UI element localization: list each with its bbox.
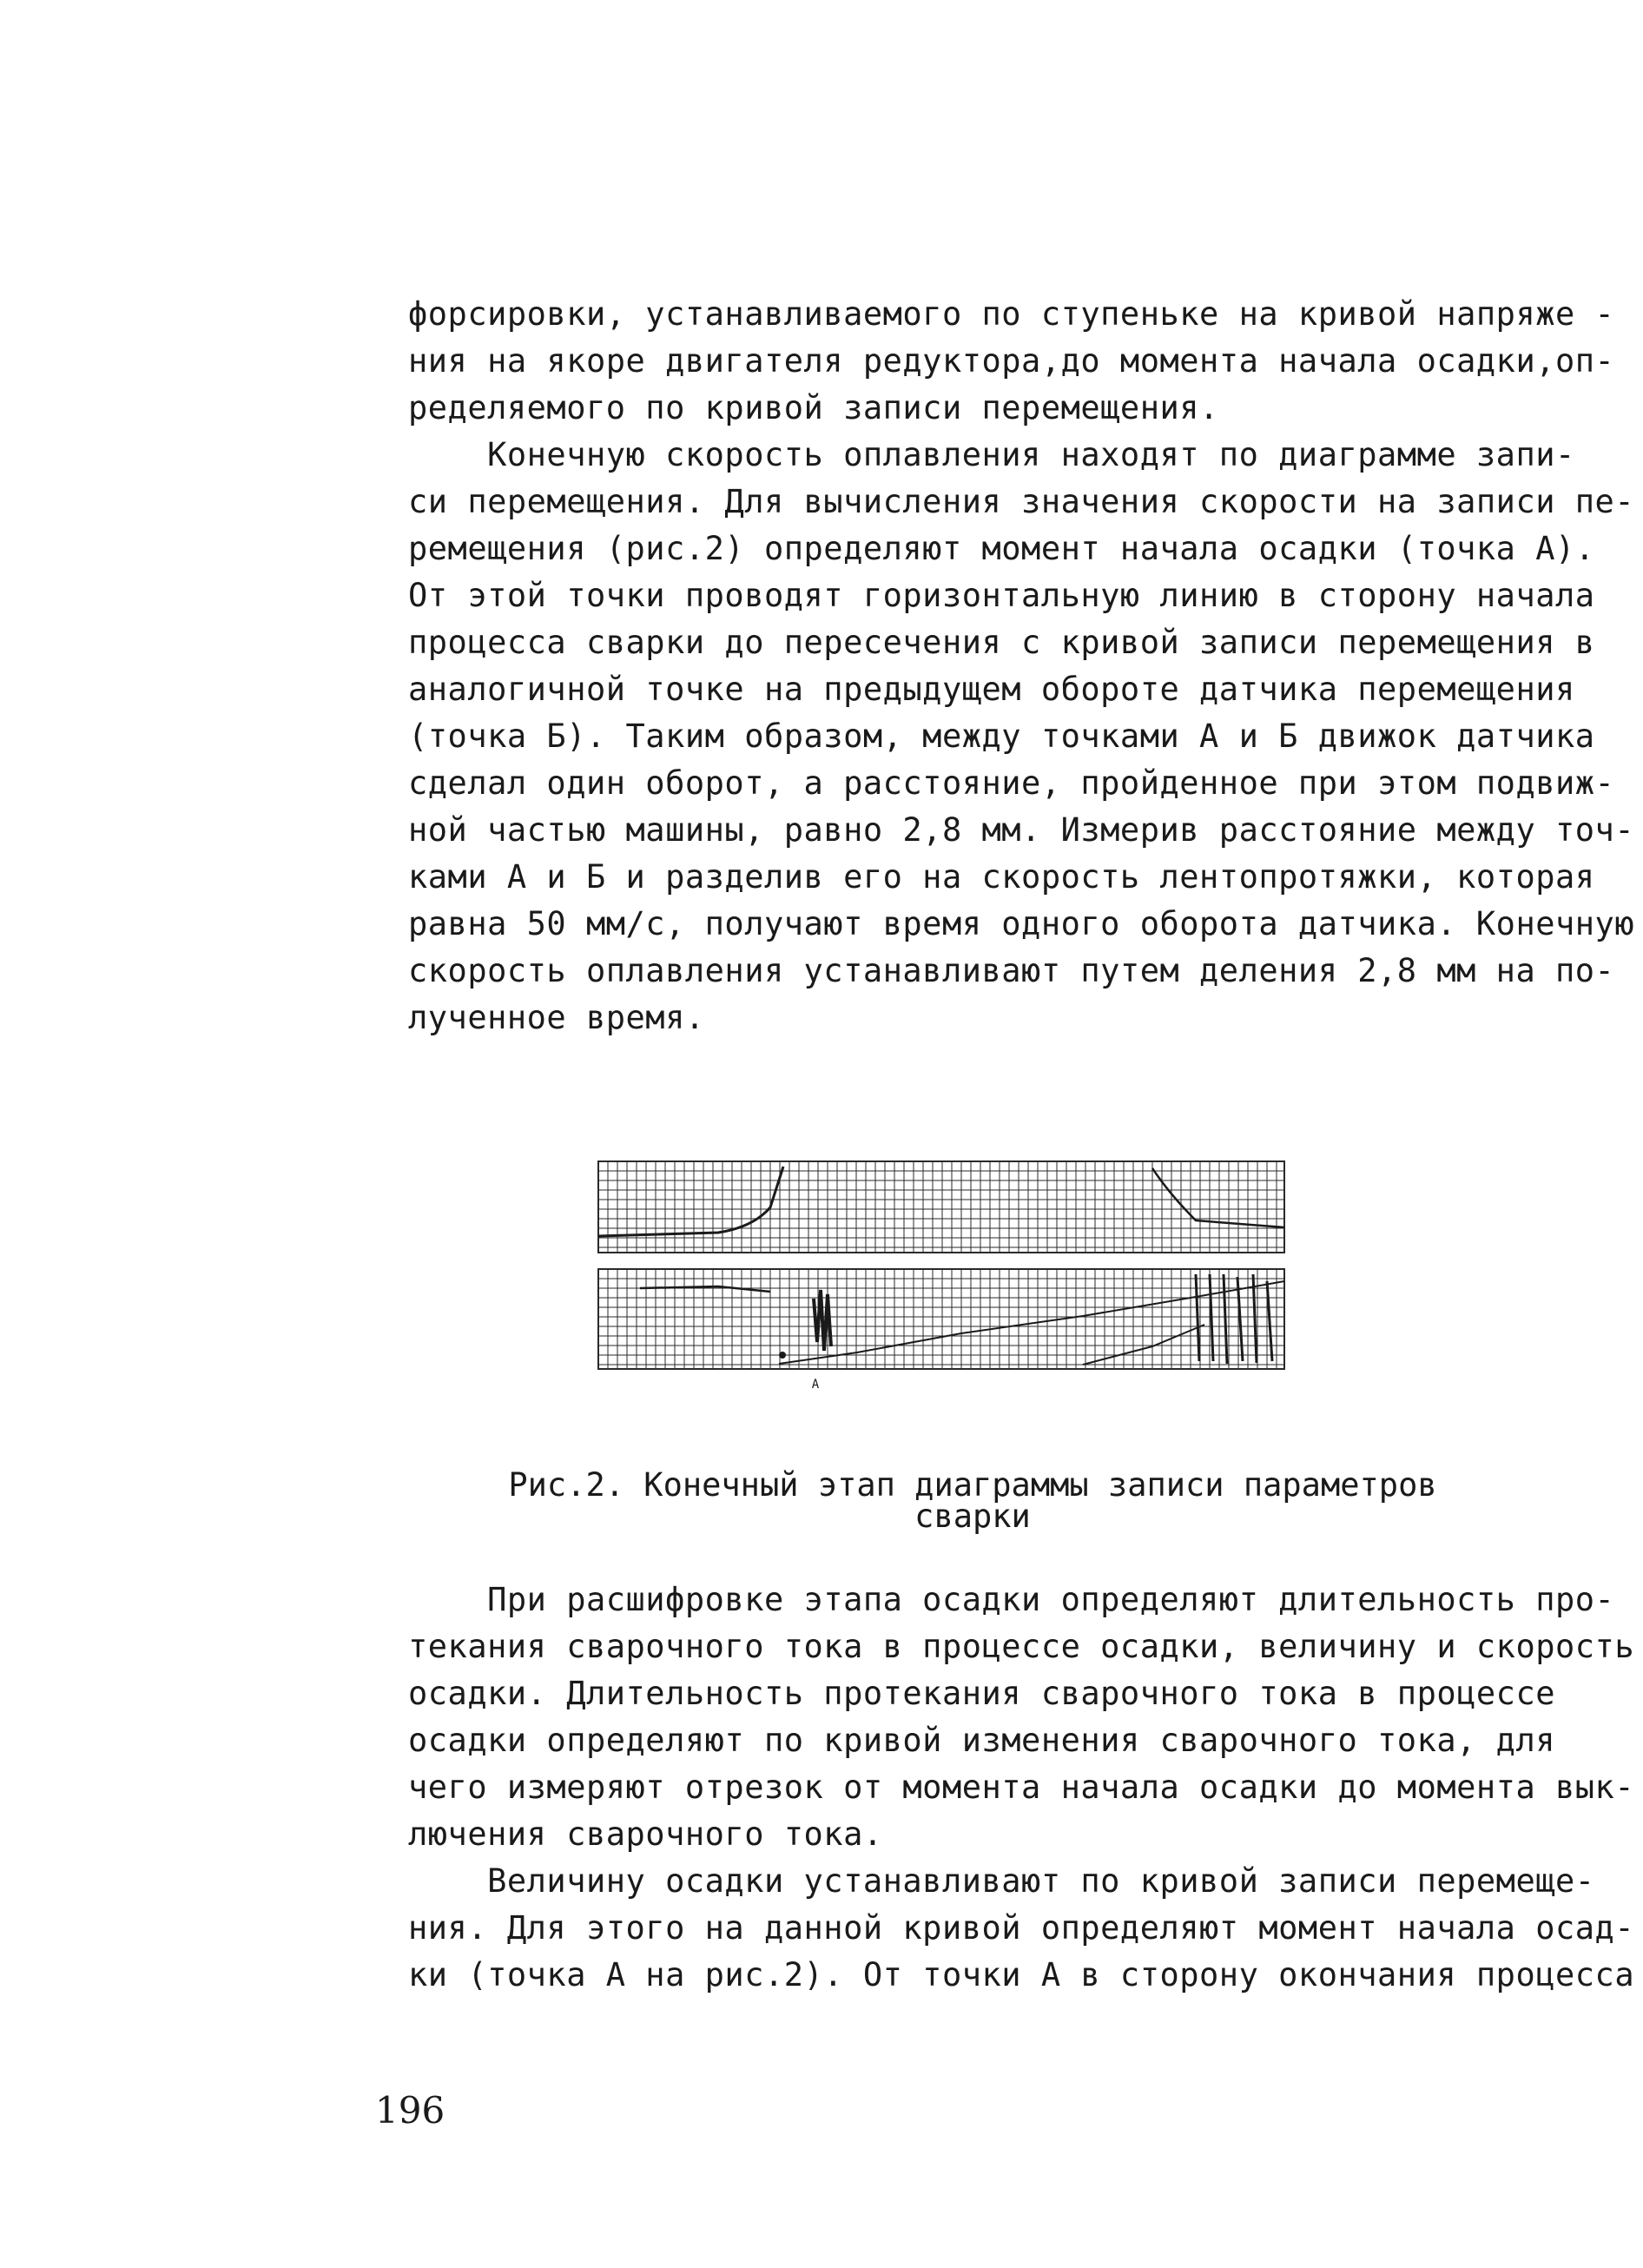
text-line: процесса сварки до пересечения с кривой записи перемещения в xyxy=(408,624,1595,661)
page-number: 196 xyxy=(375,2089,445,2132)
recorder-chart-graphic xyxy=(597,1160,1286,1390)
text-line: си перемещения. Для вычисления значения скорости на записи пе- xyxy=(408,483,1635,520)
text-line: Величину осадки устанавливают по кривой записи перемеще- xyxy=(408,1862,1595,1900)
body-text-bottom xyxy=(408,1577,1635,1999)
trace-bottom-displacement xyxy=(779,1281,1284,1364)
text-line: равна 50 мм/с, получают время одного оборота датчика. Конечную xyxy=(408,905,1635,942)
text-line: текания сварочного тока в процессе осадки, величину и скорость xyxy=(408,1628,1635,1665)
trace-bottom-oscillation xyxy=(1196,1274,1272,1364)
trace-bottom-spike xyxy=(814,1290,831,1351)
text-line: лученное время. xyxy=(408,999,705,1036)
body-text-top xyxy=(408,291,1635,1041)
text-line: ки (точка А на рис.2). От точки А в сторону окончания процесса xyxy=(408,1956,1635,1994)
text-line: ной частью машины, равно 2,8 мм. Измерив расстояние между точ- xyxy=(408,811,1635,849)
text-line: скорость оплавления устанавливают путем деления 2,8 мм на по- xyxy=(408,952,1615,989)
text-line: ками А и Б и разделив его на скорость лентопротяжки, которая xyxy=(408,858,1595,896)
text-line: При расшифровке этапа осадки определяют длительность про- xyxy=(408,1581,1615,1618)
recorder-strip-bottom xyxy=(598,1269,1284,1369)
text-line: От этой точки проводят горизонтальную линию в сторону начала xyxy=(408,577,1595,614)
text-line: осадки. Длительность протекания сварочного тока в процессе xyxy=(408,1675,1556,1712)
text-line: лючения сварочного тока. xyxy=(408,1815,883,1853)
trace-point-marker xyxy=(779,1352,786,1359)
text-line: ределяемого по кривой записи перемещения. xyxy=(408,389,1219,426)
point-a-marker-label: А xyxy=(811,1378,820,1390)
trace-top-curve xyxy=(598,1167,783,1236)
text-line: (точка Б). Таким образом, между точками А и Б движок датчика xyxy=(408,717,1595,755)
figure-recorder-chart xyxy=(597,1160,1286,1390)
text-line: ния на якоре двигателя редуктора,до момента начала осадки,оп- xyxy=(408,342,1615,380)
text-line: осадки определяют по кривой изменения сварочного тока, для xyxy=(408,1722,1556,1759)
text-line: ния. Для этого на данной кривой определяют момент начала осад- xyxy=(408,1909,1635,1947)
text-line: аналогичной точке на предыдущем обороте датчика перемещения xyxy=(408,671,1575,708)
text-line: сделал один оборот, а расстояние, пройденное при этом подвиж- xyxy=(408,764,1615,802)
figure-caption-line-1: Рис.2. Конечный этап диаграммы записи параметров xyxy=(508,1466,1437,1504)
trace-bottom-secondary xyxy=(1083,1325,1204,1365)
text-line: Конечную скорость оплавления находят по диаграмме запи- xyxy=(408,436,1575,473)
figure-caption-line-2: сварки xyxy=(914,1498,1031,1535)
text-line: ремещения (рис.2) определяют момент начала осадки (точка А). xyxy=(408,530,1595,567)
text-line: чего измеряют отрезок от момента начала осадки до момента вык- xyxy=(408,1769,1635,1806)
text-line: форсировки, устанавливаемого по ступеньке на кривой напряже - xyxy=(408,295,1615,333)
